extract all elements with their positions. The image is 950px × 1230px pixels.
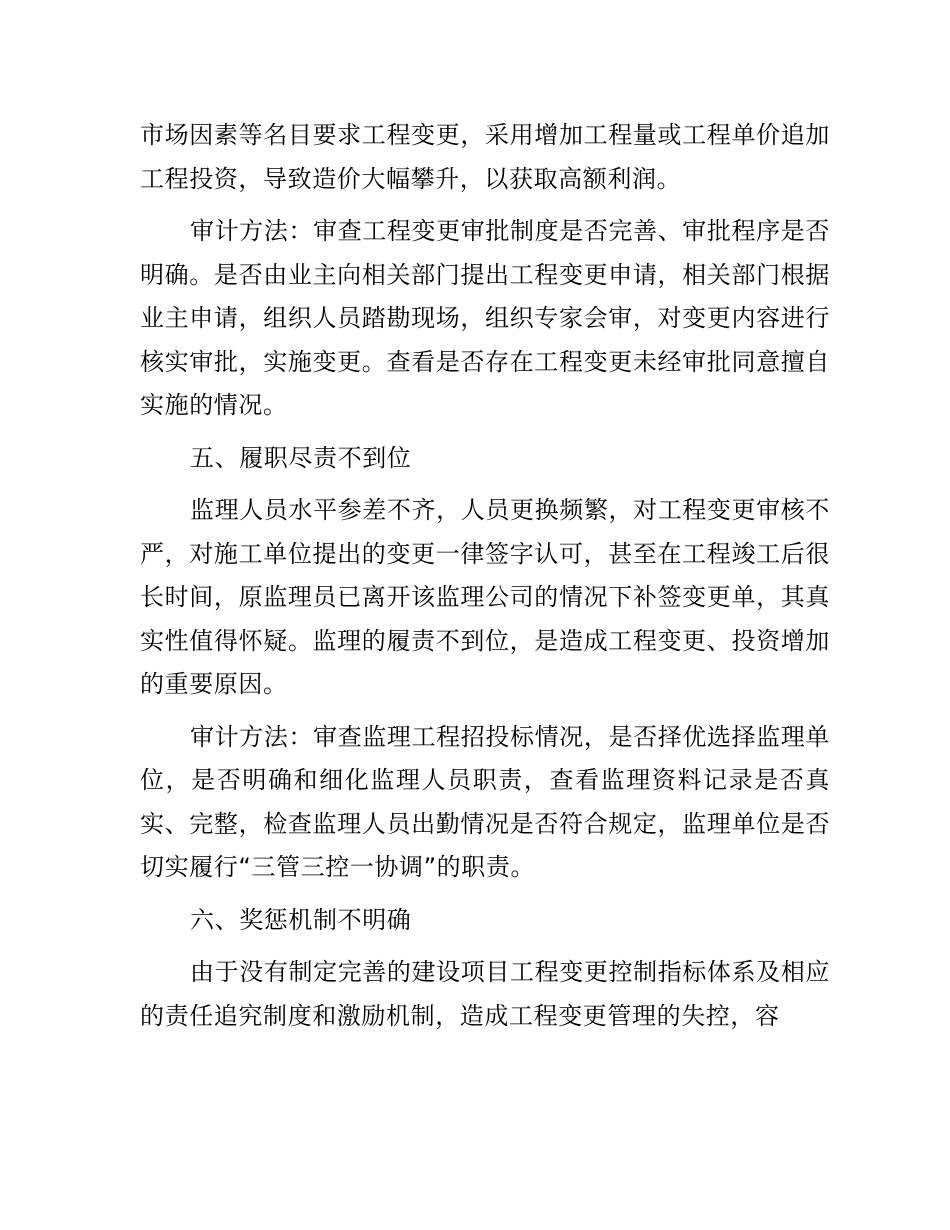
paragraph-incentive-mechanism: 由于没有制定完善的建设项目工程变更控制指标体系及相应的责任追究制度和激励机制，造成工程变更管理的失控，容: [140, 958, 830, 1030]
section-heading-6: 六、奖惩机制不明确: [190, 905, 412, 934]
section-heading-5: 五、履职尽责不到位: [190, 443, 412, 472]
paragraph-continuation: 市场因素等名目要求工程变更，采用增加工程量或工程单价追加工程投资，导致造价大幅攀升，以获取高额利润。: [140, 121, 830, 193]
document-body: [140, 114, 830, 1047]
paragraph-supervision-issues: 监理人员水平参差不齐，人员更换频繁，对工程变更审核不严，对施工单位提出的变更一律签字认可，甚至在工程竣工后很长时间，原监理员已离开该监理公司的情况下补签变更单，其真实性值得怀疑。监理的履责不到位，是造成工程变更、投资增加的重要原因。: [140, 496, 830, 698]
paragraph-audit-method-supervision: 审计方法：审查监理工程招投标情况，是否择优选择监理单位，是否明确和细化监理人员职责，查看监理资料记录是否真实、完整，检查监理人员出勤情况是否符合规定，监理单位是否切实履行“三管三控一协调”的职责。: [140, 722, 830, 881]
paragraph-audit-method-approval: 审计方法：审查工程变更审批制度是否完善、审批程序是否明确。是否由业主向相关部门提出工程变更申请，相关部门根据业主申请，组织人员踏勘现场，组织专家会审，对变更内容进行核实审批，实施变更。查看是否存在工程变更未经审批同意擅自实施的情况。: [140, 217, 830, 419]
